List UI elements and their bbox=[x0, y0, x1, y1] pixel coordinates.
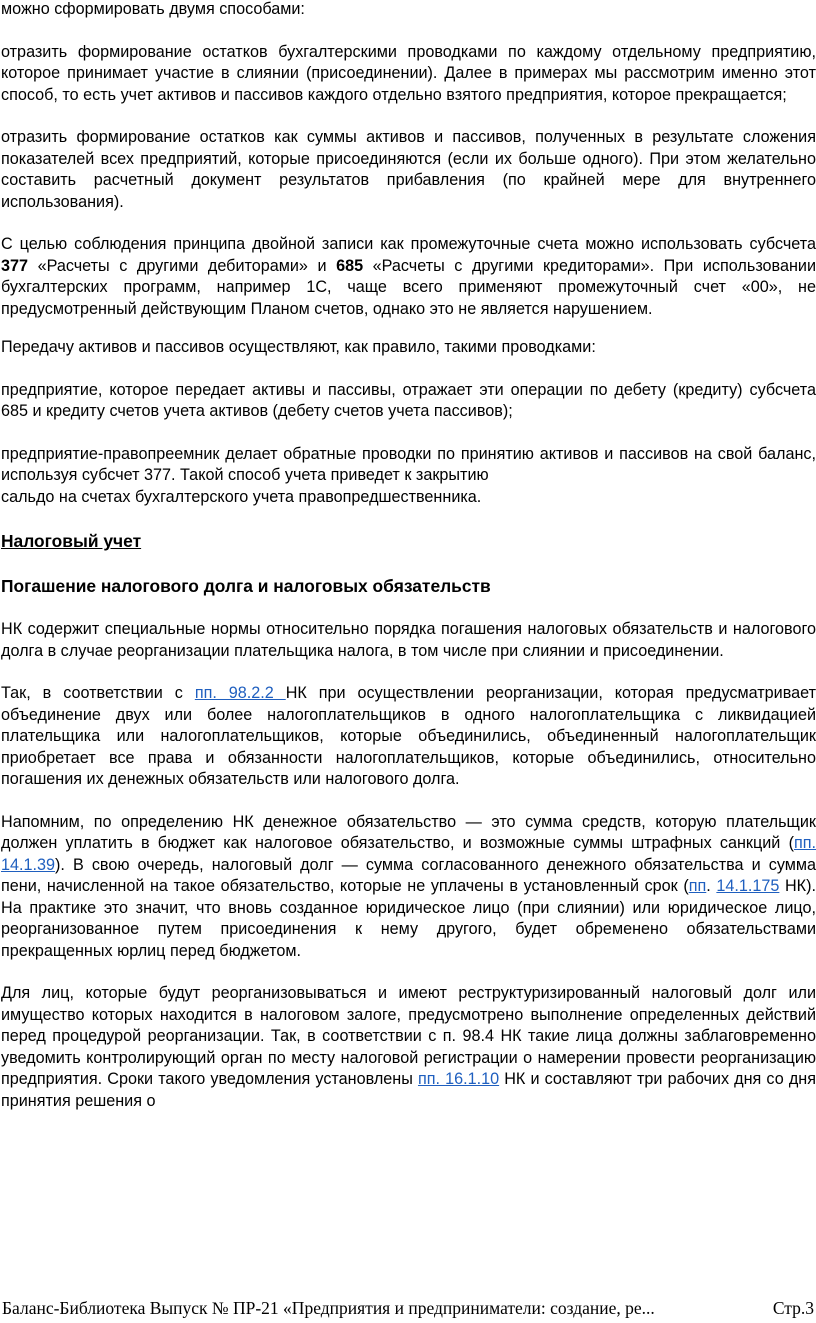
text-fragment: предприятие-правопреемник делает обратные проводки по принятию активов и пассивов на свой баланс, используя субсчет 377. Такой способ учета приведет к закрытию bbox=[1, 444, 816, 484]
paragraph-double-entry bbox=[1, 234, 816, 320]
paragraph-method-2: отразить формирование остатков как суммы активов и пассивов, полученных в результате сложения показателей всех предприятий, которые присоединяются (если их больше одного). При этом желательно составить расчетный документ результатов прибавления (по крайней мере для внутреннего использования). bbox=[1, 128, 816, 211]
paragraph-tax-code: НК содержит специальные нормы относительно порядка погашения налоговых обязательств и налогового долга в случае реорганизации плательщика налога, в том числе при слиянии и присоединении. bbox=[1, 620, 816, 660]
account-number-377: 377 bbox=[1, 256, 29, 275]
paragraph-method-1: отразить формирование остатков бухгалтерскими проводками по каждому отдельному предприятию, которое принимает участие в слиянии (присоединении). Далее в примерах мы рассмотрим именно этот способ, то есть учет активов и пассивов каждого отдельно взятого предприятия, которое прекращается; bbox=[1, 42, 816, 104]
heading-tax-accounting: Налоговый учет bbox=[1, 531, 142, 551]
text-fragment: ). В свою очередь, налоговый долг — сумма согласованного денежного обязательства и сумма пени, начисленной на такое обязательство, которые не уплачены в установленный срок ( bbox=[1, 855, 816, 895]
paragraph-reorganization bbox=[1, 683, 816, 791]
footer-title: Баланс-Библиотека Выпуск № ПР-21 «Предприятия и предприниматели: создание, ре... bbox=[2, 1298, 655, 1318]
paragraph-restructured-debt bbox=[1, 983, 816, 1112]
text-fragment: Так, в соответствии с bbox=[1, 684, 195, 702]
link-article-16-1-10[interactable]: пп. 16.1.10 bbox=[417, 1070, 500, 1088]
text-fragment: . bbox=[706, 877, 717, 895]
text-fragment: НК). На практике это значит, что вновь созданное юридическое лицо (при слиянии) или юридическое лицо, реорганизованное путем присоединения к нему другого, будет обременено обязательствами прекращенных юрлиц перед бюджетом. bbox=[1, 877, 816, 960]
text-fragment: НК и составляют три рабочих дня со дня принятия решения о bbox=[1, 1070, 816, 1110]
text-fragment: сальдо на счетах бухгалтерского учета правопредшественника. bbox=[1, 487, 482, 506]
paragraph-successor bbox=[1, 444, 816, 509]
paragraph-transfer: Передачу активов и пассивов осуществляют, как правило, такими проводками: bbox=[1, 338, 596, 356]
paragraph-monetary-obligation bbox=[1, 812, 816, 963]
paragraph-intro: можно сформировать двумя способами: bbox=[1, 0, 305, 18]
account-number-685: 685 bbox=[336, 256, 364, 275]
link-article-14-1-175[interactable]: 14.1.175 bbox=[716, 877, 780, 895]
text-fragment: НК при осуществлении реорганизации, которая предусматривает объединение двух или более налогоплательщиков в одного налогоплательщика с ликвидацией плательщика или налогоплательщиков, которые объединились, объединенный налогоплательщик приобретает все права и обязанности налогоплательщиков, которые объединились, относительно погашения их денежных обязательств или налогового долга. bbox=[1, 684, 816, 788]
paragraph-transferor: предприятие, которое передает активы и пассивы, отражает эти операции по дебету (кредиту) субсчета 685 и кредиту счетов учета активов (дебету счетов учета пассивов); bbox=[1, 380, 816, 420]
footer-page-number: Стр.3 bbox=[772, 1298, 814, 1318]
page-footer bbox=[2, 1297, 814, 1319]
heading-tax-debt: Погашение налогового долга и налоговых обязательств bbox=[1, 576, 491, 596]
link-article-prefix[interactable]: пп bbox=[688, 877, 707, 895]
text-fragment: Для лиц, которые будут реорганизовываться и имеют реструктуризированный налоговый долг или имущество которых находится в налоговом залоге, предусмотрено выполнение определенных действий перед процедурой реорганизации. Так, в соответствии с п. 98.4 НК такие лица должны заблаговременно уведомить контролирующий орган по месту налоговой регистрации о намерении провести реорганизацию предприятия. Сроки такого уведомления установлены bbox=[1, 984, 816, 1088]
text-fragment: «Расчеты с другими дебиторами» и bbox=[28, 256, 337, 275]
link-article-98-2-2[interactable]: пп. 98.2.2 bbox=[194, 684, 286, 702]
text-fragment: Напомним, по определению НК денежное обязательство — это сумма средств, которую плательщик должен уплатить в бюджет как налоговое обязательство, и возможные суммы штрафных санкций ( bbox=[1, 812, 816, 852]
text-fragment: «Расчеты с другими кредиторами». При использовании бухгалтерских программ, например 1С, чаще всего применяют промежуточный счет «00», не предусмотренный действующим Планом счетов, однако это не является нарушением. bbox=[1, 256, 816, 318]
text-fragment: С целью соблюдения принципа двойной записи как промежуточные счета можно использовать субсчета bbox=[1, 235, 816, 253]
link-article-14-1-39[interactable]: пп. 14.1.39 bbox=[1, 834, 816, 874]
